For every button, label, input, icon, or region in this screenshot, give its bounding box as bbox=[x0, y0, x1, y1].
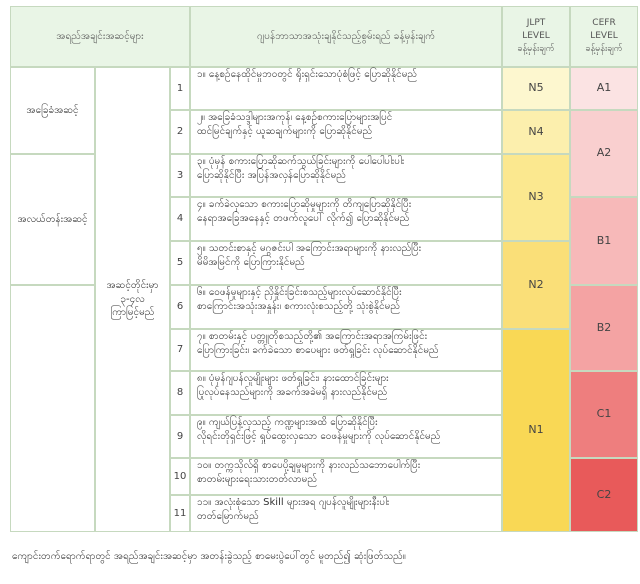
group-intermediate-label: အလယ်တန်းအဆင့် bbox=[17, 213, 88, 225]
row-description bbox=[190, 110, 502, 154]
row-description bbox=[190, 285, 502, 329]
row-number-text: 5 bbox=[176, 257, 184, 269]
group-target bbox=[95, 67, 170, 532]
jlpt-level-n5 bbox=[502, 67, 570, 110]
group-blank bbox=[10, 285, 95, 532]
row-description bbox=[190, 329, 502, 371]
group-target-line-1: အဆင့်တိုင်းမှာ bbox=[106, 280, 159, 292]
jlpt-level-label: N3 bbox=[528, 190, 544, 204]
cefr-level-label: B2 bbox=[596, 320, 612, 334]
row-description-line: လိုရင်းတိုရှင်းဖြင့် ရှုပ်ထွေးလှသော ဝေဖန်မှုများကို လုပ်ဆောင်နိုင်မည် bbox=[197, 430, 441, 442]
cefr-level-label: B1 bbox=[596, 233, 612, 247]
cefr-level-b2 bbox=[570, 285, 638, 371]
row-description-line: ၈။ ပုံမှန်ဂျပန်လူမျိုးများ ဖတ်ရှုခြင်း၊ နားထောင်ခြင်းများ bbox=[197, 373, 389, 384]
jlpt-level-n3 bbox=[502, 154, 570, 241]
row-description-line: ၁၁။ အလုံးစုံသော Skill များအရ ဂျပန်လူမျိုးများနီးပါး bbox=[197, 497, 390, 508]
row-description-line: ပြောကြားခြင်း၊ ခက်ခဲသော စာပေများ ဖတ်ရှုခြင်း လုပ်ဆောင်နိုင်မည် bbox=[197, 344, 439, 356]
header-goal-category bbox=[10, 6, 190, 67]
row-number bbox=[170, 329, 190, 371]
jlpt-level-n4 bbox=[502, 110, 570, 154]
footnote: ကျောင်းတက်ရောက်ရာတွင် အရည်အချင်းအဆင့်မှာ အတန်းခွဲသည့် စာမေးပွဲပေါ်တွင် မူတည်၍ ဆုံးဖြတ်သည်။ bbox=[12, 551, 406, 562]
row-description-line: ၇။ စာတမ်းနှင့် ပတ္တူတိုစသည့်တို့၏ အကြောင်းအရာအကြမ်းဖြင်း bbox=[197, 331, 428, 342]
row-number-text: 1 bbox=[176, 82, 184, 94]
group-basic bbox=[10, 67, 95, 154]
group-basic-label: အခြေခံအဆင့် bbox=[26, 104, 79, 116]
cefr-level-label: A2 bbox=[596, 146, 612, 160]
row-description-line: ၄။ ခက်ခဲလှသော စကားပြောဆိုမှုများကို တိကျပြောဆိုနိုင်ပြီး bbox=[197, 199, 412, 210]
row-number-text: 9 bbox=[176, 430, 184, 442]
cefr-level-a1 bbox=[570, 67, 638, 110]
row-description bbox=[190, 67, 502, 110]
row-number-text: 6 bbox=[176, 301, 184, 313]
row-description-line: ၁၀။ တက္ကသိုလ်ရှိ စာပေပို့ချမှုများကို နားလည်သဘောပေါက်ပြီး bbox=[197, 460, 421, 471]
jlpt-level-n2 bbox=[502, 241, 570, 329]
row-number bbox=[170, 495, 190, 532]
row-number bbox=[170, 197, 190, 241]
header-description bbox=[190, 6, 502, 67]
cefr-level-c2 bbox=[570, 458, 638, 532]
row-description-line: ပြောဆိုနိုင်ပြီး အပြန်အလှန်ပြောဆိုနိုင်မည် bbox=[197, 169, 346, 181]
row-number-text: 7 bbox=[176, 344, 184, 356]
header-jlpt-line-3: ခန့်မှန်းချက် bbox=[517, 44, 555, 55]
header-cefr-line-3: ခန့်မှန်းချက် bbox=[585, 44, 623, 55]
row-description-line: နေရာအခြေအနေနှင့် တဖက်လူပေါ် လိုက်၍ ပြောဆိုနိုင်မည် bbox=[197, 212, 410, 224]
header-cefr-line-1: CEFR bbox=[592, 17, 616, 28]
cefr-level-label: A1 bbox=[596, 81, 612, 95]
row-description-line: ထင်မြင်ချက်နှင့် ယူဆချက်များကို ပြောဆိုနိုင်မည် bbox=[197, 125, 373, 137]
jlpt-level-n1 bbox=[502, 329, 570, 532]
row-description-line: ၃။ ပုံမှန် စကားပြောဆိုဆက်သွယ်ခြင်းများကို ပေါပေါပါးပါး bbox=[197, 156, 405, 167]
jlpt-level-label: N2 bbox=[528, 277, 544, 291]
group-intermediate bbox=[10, 154, 95, 285]
row-description bbox=[190, 415, 502, 458]
row-description-line: စာတမ်းများရေးသားတတ်လာမည် bbox=[197, 473, 318, 485]
row-description bbox=[190, 458, 502, 495]
row-number-text: 2 bbox=[176, 126, 184, 138]
row-number-text: 8 bbox=[176, 387, 184, 399]
cefr-level-b1 bbox=[570, 197, 638, 285]
cefr-level-c1 bbox=[570, 371, 638, 458]
level-comparison-table bbox=[10, 6, 638, 532]
jlpt-level-label: N5 bbox=[528, 81, 544, 95]
row-number-text: 4 bbox=[176, 213, 184, 225]
header-goal-category-text: အရည်အချင်းအဆင့်များ bbox=[56, 30, 144, 42]
row-description bbox=[190, 495, 502, 532]
row-number bbox=[170, 110, 190, 154]
group-target-line-2: ၃-၄လ bbox=[120, 293, 145, 305]
row-number bbox=[170, 415, 190, 458]
header-description-text: ဂျပန်ဘာသာအသုံးချနိုင်သည့်စွမ်းရည် ခန့်မှန်းချက် bbox=[256, 30, 436, 42]
row-description-line: စာကြောင်းအသုံးအနှုန်း၊ စကားလုံးစသည့်တို့ သုံးစွဲနိုင်မည် bbox=[197, 300, 401, 312]
row-number bbox=[170, 285, 190, 329]
row-description-line: ၂။ အခြေခံသဒ္ဒါများအကုန်၊ နေ့စဉ်စကားပြောများအပြင် bbox=[197, 112, 393, 123]
row-number bbox=[170, 241, 190, 285]
header-cefr-line-2: LEVEL bbox=[590, 30, 618, 41]
row-number bbox=[170, 67, 190, 110]
row-number bbox=[170, 371, 190, 415]
header-jlpt-line-2: LEVEL bbox=[522, 30, 550, 41]
row-number bbox=[170, 458, 190, 495]
group-target-line-3: ကြာမြင့်မည် bbox=[110, 307, 155, 319]
row-description-line: ၆။ ဝေဖန်မှုများနှင့် ညှိနှိုင်းခြင်းစသည့်များလုပ်ဆောင်နိုင်ပြီး bbox=[197, 287, 402, 298]
row-number-text: 10 bbox=[173, 470, 187, 482]
row-description bbox=[190, 197, 502, 241]
header-jlpt bbox=[502, 6, 570, 67]
cefr-level-label: C2 bbox=[596, 487, 612, 501]
row-number bbox=[170, 154, 190, 197]
cefr-level-label: C1 bbox=[596, 407, 612, 421]
header-jlpt-line-1: JLPT bbox=[526, 17, 546, 28]
jlpt-level-label: N1 bbox=[528, 423, 544, 437]
cefr-level-a2 bbox=[570, 110, 638, 197]
row-number-text: 11 bbox=[173, 507, 187, 519]
row-description-line: တတ်မြောက်မည် bbox=[197, 510, 259, 522]
row-description bbox=[190, 241, 502, 285]
row-description-line: ၁။ နေ့စဉ်နေထိုင်မှုဘဝတွင် ရိုးရှင်းသောပုံစံဖြင့် ပြောဆိုနိုင်မည် bbox=[197, 69, 418, 80]
row-description-line: ၉။ ကျယ်ပြန့်လှသည့် ကဏ္ဍများအထိ ပြောဆိုနိုင်ပြီး bbox=[197, 417, 378, 428]
row-description bbox=[190, 371, 502, 415]
row-description bbox=[190, 154, 502, 197]
row-description-line: မိမိအမြင်ကို ပြောကြားနိုင်မည် bbox=[197, 256, 305, 268]
row-number-text: 3 bbox=[176, 169, 184, 181]
row-description-line: ၅။ သတင်းစာနှင့် မဂ္ဂဇင်းပါ အကြောင်းအရာများကို နားလည်ပြီး bbox=[197, 243, 422, 254]
jlpt-level-label: N4 bbox=[528, 124, 544, 138]
row-description-line: ပြုလုပ်နေသည်များကို အခက်အခဲမရှိ နားလည်နိုင်မည် bbox=[197, 386, 388, 398]
header-cefr bbox=[570, 6, 638, 67]
